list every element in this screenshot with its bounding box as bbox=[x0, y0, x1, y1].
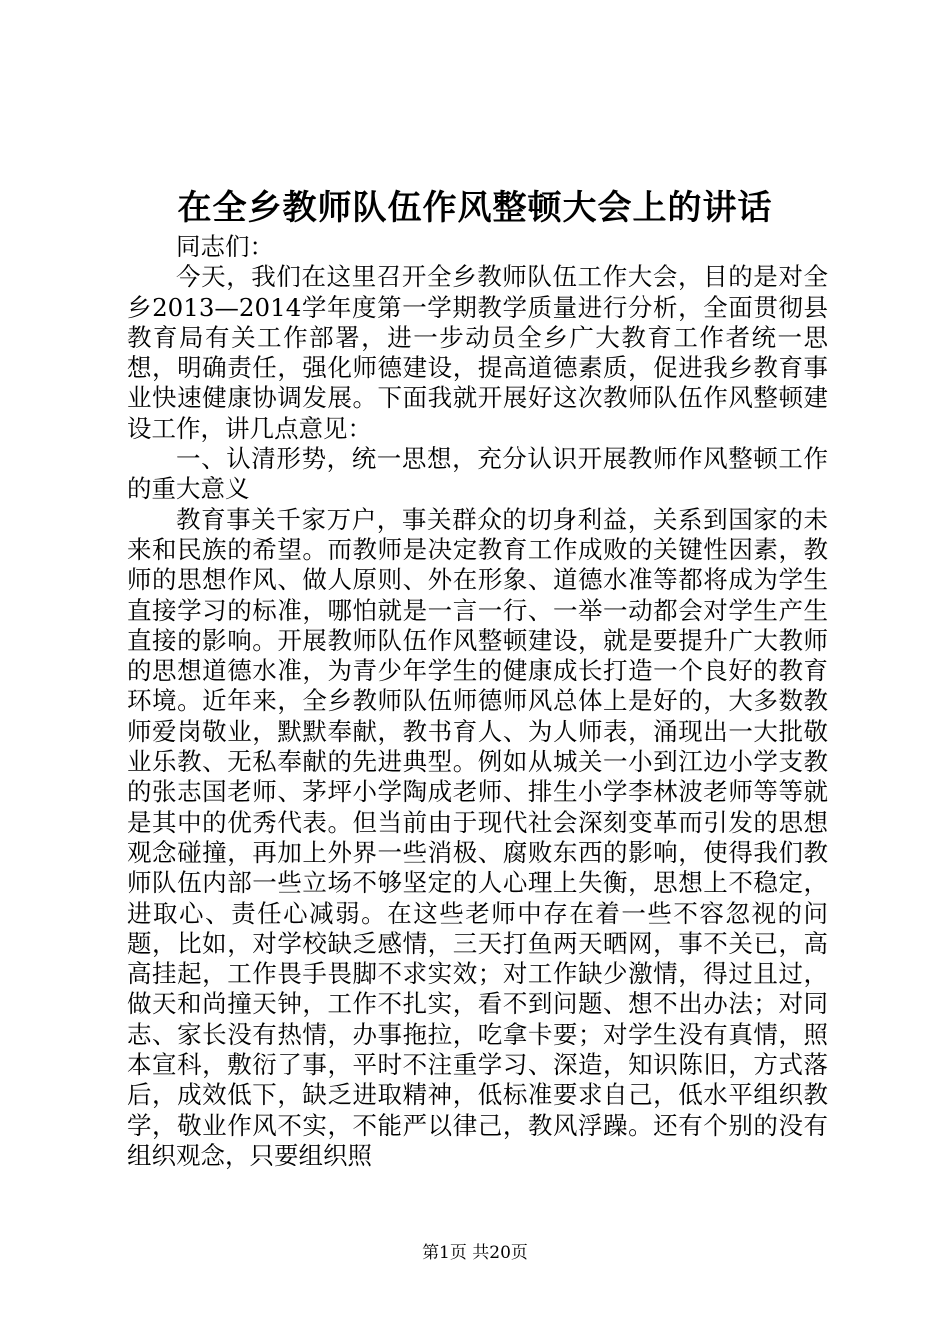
paragraph-intro: 今天，我们在这里召开全乡教师队伍工作大会，目的是对全乡2013—2014学年度第一学期教学质量进行分析，全面贯彻县教育局有关工作部署，进一步动员全乡广大教育工作者统一思想，明确责任，强化师德建设，提高道德素质，促进我乡教育事业快速健康协调发展。下面我就开展好这次教师队伍作风整顿建设工作，讲几点意见： bbox=[127, 262, 828, 443]
page-footer: 第1页 共20页 bbox=[422, 1243, 528, 1263]
paragraph-body: 教育事关千家万户，事关群众的切身利益，关系到国家的未来和民族的希望。而教师是决定教育工作成败的关键性因素，教师的思想作风、做人原则、外在形象、道德水准等都将成为学生直接学习的标准，哪怕就是一言一行、一举一动都会对学生产生直接的影响。开展教师队伍作风整顿建设，就是要提升广大教师的思想道德水准，为青少年学生的健康成长打造一个良好的教育环境。近年来，全乡教师队伍师德师风总体上是好的，大多数教师爱岗敬业，默默奉献，教书育人、为人师表，涌现出一大批敬业乐教、无私奉献的先进典型。例如从城关一小到江边小学支教的张志国老师、茅坪小学陶成老师、排生小学李林波老师等等就是其中的优秀代表。但当前由于现代社会深刻变革而引发的思想观念碰撞，再加上外界一些消极、腐败东西的影响，使得我们教师队伍内部一些立场不够坚定的人心理上失衡，思想上不稳定，进取心、责任心减弱。在这些老师中存在着一些不容忽视的问题，比如，对学校缺乏感情，三天打鱼两天晒网，事不关已，高高挂起，工作畏手畏脚不求实效；对工作缺少激情，得过且过，做天和尚撞天钟，工作不扎实，看不到问题、想不出办法；对同志、家长没有热情，办事拖拉，吃拿卡要；对学生没有真情，照本宣科，敷衍了事，平时不注重学习、深造，知识陈旧，方式落后，成效低下，缺乏进取精神，低标准要求自己，低水平组织教学，敬业作风不实，不能严以律己，教风浮躁。还有个别的没有组织观念，只要组织照 bbox=[127, 504, 828, 1170]
document-title: 在全乡教师队伍作风整顿大会上的讲话 bbox=[177, 188, 773, 228]
salutation: 同志们： bbox=[176, 232, 274, 261]
section-heading-1: 一、认清形势，统一思想，充分认识开展教师作风整顿工作的重大意义 bbox=[127, 444, 828, 504]
document-body bbox=[127, 232, 828, 1171]
